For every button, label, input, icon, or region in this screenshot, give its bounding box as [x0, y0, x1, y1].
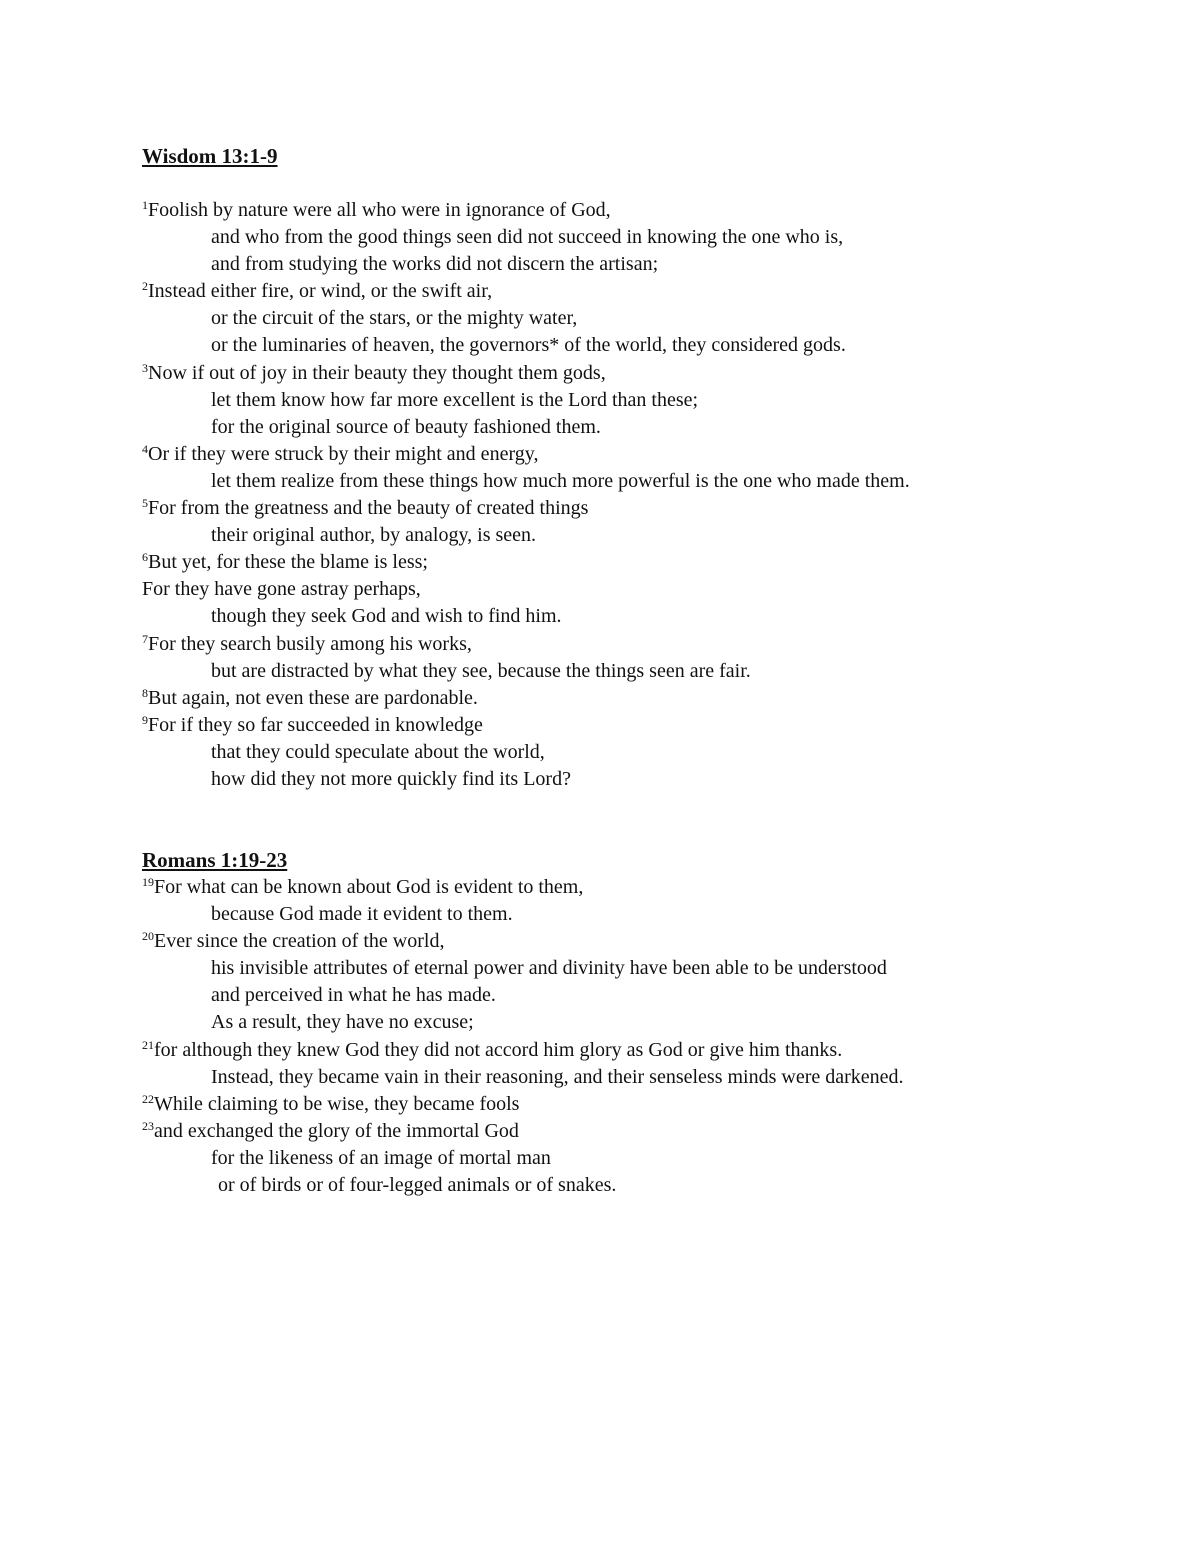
verse-text: or the circuit of the stars, or the mighty water,: [211, 307, 578, 330]
verse-line: [142, 1118, 1142, 1145]
verse-line: [142, 874, 1142, 901]
verse-number: 5: [142, 496, 148, 511]
verse-text: their original author, by analogy, is seen.: [211, 524, 537, 547]
verse-line: [142, 305, 1142, 332]
verse-text: and perceived in what he has made.: [211, 984, 496, 1007]
verse-text: But again, not even these are pardonable.: [148, 686, 478, 709]
verse-text: for the likeness of an image of mortal man: [211, 1146, 551, 1169]
verse-text: let them realize from these things how much more powerful is the one who made them.: [211, 469, 910, 492]
verse-number: 3: [142, 360, 148, 375]
verse-line: [142, 387, 1142, 414]
verse-text: and exchanged the glory of the immortal God: [154, 1119, 519, 1142]
verse-line: [142, 441, 1142, 468]
verse-text: Ever since the creation of the world,: [154, 930, 445, 953]
verse-text: For if they so far succeeded in knowledge: [148, 713, 483, 736]
verse-line: [142, 1091, 1142, 1118]
verse-line: [142, 495, 1142, 522]
verse-text: and who from the good things seen did not succeed in knowing the one who is,: [211, 226, 844, 249]
verse-line: [142, 1064, 1142, 1091]
verse-line: [142, 1172, 1142, 1199]
verse-text: But yet, for these the blame is less;: [148, 551, 428, 574]
verse-line: [142, 360, 1142, 387]
verse-text: Instead, they became vain in their reasoning, and their senseless minds were darkened.: [211, 1065, 904, 1088]
verse-text: though they seek God and wish to find him.: [211, 605, 562, 628]
verse-number: 1: [142, 198, 148, 212]
verse-number: 20: [142, 929, 154, 944]
verse-text: let them know how far more excellent is the Lord than these;: [211, 388, 699, 411]
verse-number: 4: [142, 441, 148, 456]
verse-line: [142, 278, 1142, 305]
verse-line: [142, 712, 1142, 739]
verse-text: or the luminaries of heaven, the governors* of the world, they considered gods.: [211, 334, 846, 357]
wisdom-passage: [142, 143, 1142, 793]
passage-lines: [142, 197, 1142, 793]
verse-text: For from the greatness and the beauty of created things: [148, 497, 589, 520]
verse-line: [142, 414, 1142, 441]
verse-line: [142, 197, 1142, 224]
verse-text: for the original source of beauty fashioned them.: [211, 415, 601, 438]
verse-text: his invisible attributes of eternal power and divinity have been able to be understood: [211, 957, 887, 980]
verse-number: 19: [142, 875, 154, 889]
verse-line: [142, 928, 1142, 955]
verse-line: [142, 631, 1142, 658]
verse-line: [142, 332, 1142, 359]
verse-line: [142, 576, 1142, 603]
verse-line: [142, 224, 1142, 251]
verse-line: [142, 522, 1142, 549]
verse-line: [142, 739, 1142, 766]
verse-text: Foolish by nature were all who were in ignorance of God,: [148, 199, 611, 221]
passage-heading: Wisdom 13:1-9: [142, 144, 278, 168]
verse-line: [142, 982, 1142, 1009]
verse-line: [142, 549, 1142, 576]
verse-number: 8: [142, 685, 148, 700]
verse-line: [142, 468, 1142, 495]
verse-text: because God made it evident to them.: [211, 903, 513, 926]
verse-line: [142, 658, 1142, 685]
verse-line: [142, 955, 1142, 982]
verse-number: 6: [142, 550, 148, 565]
verse-text: For what can be known about God is evident to them,: [154, 876, 584, 898]
verse-number: 23: [142, 1118, 154, 1133]
verse-text: For they have gone astray perhaps,: [142, 578, 421, 601]
verse-number: 9: [142, 712, 148, 727]
verse-text: Instead either fire, or wind, or the swift air,: [148, 280, 493, 303]
verse-line: [142, 1037, 1142, 1064]
verse-number: 7: [142, 631, 148, 646]
verse-line: [142, 1145, 1142, 1172]
verse-line: [142, 685, 1142, 712]
verse-number: 21: [142, 1037, 154, 1052]
romans-passage: [142, 847, 1142, 1199]
verse-text: how did they not more quickly find its Lord?: [211, 767, 571, 790]
verse-text: For they search busily among his works,: [148, 632, 472, 655]
verse-text: or of birds or of four-legged animals or of snakes.: [218, 1174, 617, 1197]
verse-text: Or if they were struck by their might and energy,: [148, 442, 539, 465]
verse-text: Now if out of joy in their beauty they thought them gods,: [148, 361, 606, 384]
verse-line: [142, 901, 1142, 928]
verse-line: [142, 251, 1142, 278]
verse-text: but are distracted by what they see, because the things seen are fair.: [211, 659, 751, 682]
verse-line: [142, 603, 1142, 630]
verse-number: 2: [142, 279, 148, 294]
passage-heading: Romans 1:19-23: [142, 848, 288, 872]
verse-text: and from studying the works did not discern the artisan;: [211, 253, 659, 276]
verse-text: that they could speculate about the world,: [211, 740, 545, 763]
verse-text: As a result, they have no excuse;: [211, 1011, 474, 1034]
passage-lines: [142, 874, 1142, 1199]
verse-text: While claiming to be wise, they became fools: [154, 1092, 520, 1115]
verse-number: 22: [142, 1091, 154, 1106]
verse-line: [142, 1009, 1142, 1036]
verse-text: for although they knew God they did not accord him glory as God or give him thanks.: [154, 1038, 843, 1061]
verse-line: [142, 766, 1142, 793]
